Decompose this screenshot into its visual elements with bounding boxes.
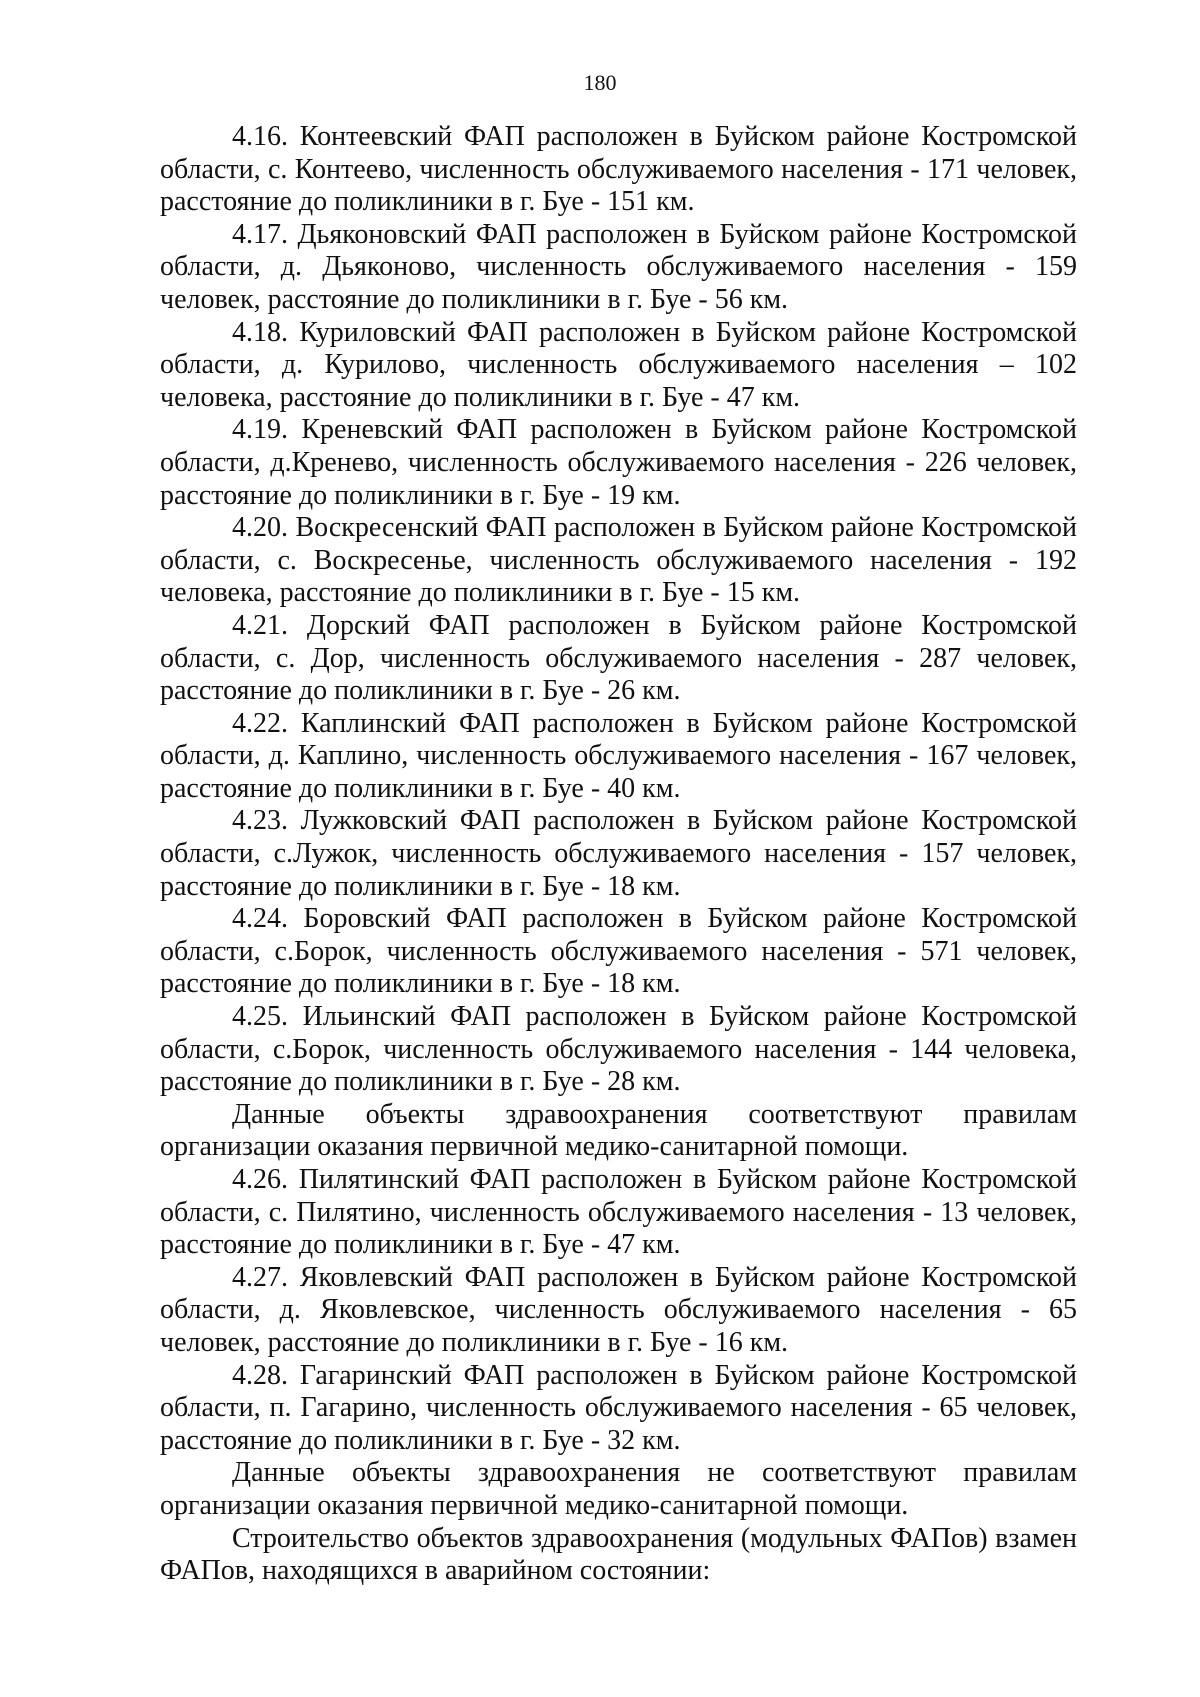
paragraph-4-17: 4.17. Дьяконовский ФАП расположен в Буйском районе Костромской области, д. Дьяконово, численность обслуживаемого населения - 159 человек, расстояние до поликлиники в г. Буе - 56 км. — [160, 218, 1077, 315]
paragraph-noncompliant-summary: Данные объекты здравоохранения не соответствуют правилам организации оказания первичной медико-санитарной помощи. — [160, 1457, 1077, 1521]
paragraph-4-21: 4.21. Дорский ФАП расположен в Буйском районе Костромской области, с. Дор, численность обслуживаемого населения - 287 человек, расстояние до поликлиники в г. Буе - 26 км. — [160, 609, 1077, 707]
paragraph-4-19: 4.19. Креневский ФАП расположен в Буйском районе Костромской области, д.Кренево, численность обслуживаемого населения - 226 человек, расстояние до поликлиники в г. Буе - 19 км. — [160, 414, 1077, 511]
body-text — [160, 121, 1077, 1588]
paragraph-4-22: 4.22. Каплинский ФАП расположен в Буйском районе Костромской области, д. Каплино, численность обслуживаемого населения - 167 человек, расстояние до поликлиники в г. Буе - 40 км. — [160, 707, 1077, 804]
paragraph-4-26: 4.26. Пилятинский ФАП расположен в Буйском районе Костромской области, с. Пилятино, численность обслуживаемого населения - 13 человек, расстояние до поликлиники в г. Буе - 47 км. — [160, 1164, 1077, 1261]
paragraph-4-24: 4.24. Боровский ФАП расположен в Буйском районе Костромской области, с.Борок, численность обслуживаемого населения - 571 человек, расстояние до поликлиники в г. Буе - 18 км. — [160, 903, 1077, 1000]
paragraph-4-20: 4.20. Воскресенский ФАП расположен в Буйском районе Костромской области, с. Воскресенье, численность обслуживаемого населения - 192 человека, расстояние до поликлиники в г. Буе - 15 км. — [160, 512, 1077, 609]
paragraph-4-23: 4.23. Лужковский ФАП расположен в Буйском районе Костромской области, с.Лужок, численность обслуживаемого населения - 157 человек, расстояние до поликлиники в г. Буе - 18 км. — [160, 805, 1077, 902]
paragraph-construction: Строительство объектов здравоохранения (модульных ФАПов) взамен ФАПов, находящихся в аварийном состоянии: — [160, 1522, 1077, 1587]
page-number: 180 — [583, 70, 617, 95]
paragraph-compliant-summary: Данные объекты здравоохранения соответствуют правилам организации оказания первичной медико-санитарной помощи. — [160, 1098, 1077, 1163]
paragraph-4-16: 4.16. Контеевский ФАП расположен в Буйском районе Костромской области, с. Контеево, численность обслуживаемого населения - 171 человек, расстояние до поликлиники в г. Буе - 151 км. — [160, 121, 1077, 218]
paragraph-4-18: 4.18. Куриловский ФАП расположен в Буйском районе Костромской области, д. Курилово, численность обслуживаемого населения – 102 человека, расстояние до поликлиники в г. Буе - 47 км. — [160, 316, 1077, 413]
paragraph-4-27: 4.27. Яковлевский ФАП расположен в Буйском районе Костромской области, д. Яковлевское, численность обслуживаемого населения - 65 человек, расстояние до поликлиники в г. Буе - 16 км. — [160, 1261, 1077, 1358]
paragraph-4-28: 4.28. Гагаринский ФАП расположен в Буйском районе Костромской области, п. Гагарино, численность обслуживаемого населения - 65 человек, расстояние до поликлиники в г. Буе - 32 км. — [160, 1359, 1077, 1456]
paragraph-4-25: 4.25. Ильинский ФАП расположен в Буйском районе Костромской области, с.Борок, численность обслуживаемого населения - 144 человека, расстояние до поликлиники в г. Буе - 28 км. — [160, 1001, 1077, 1098]
